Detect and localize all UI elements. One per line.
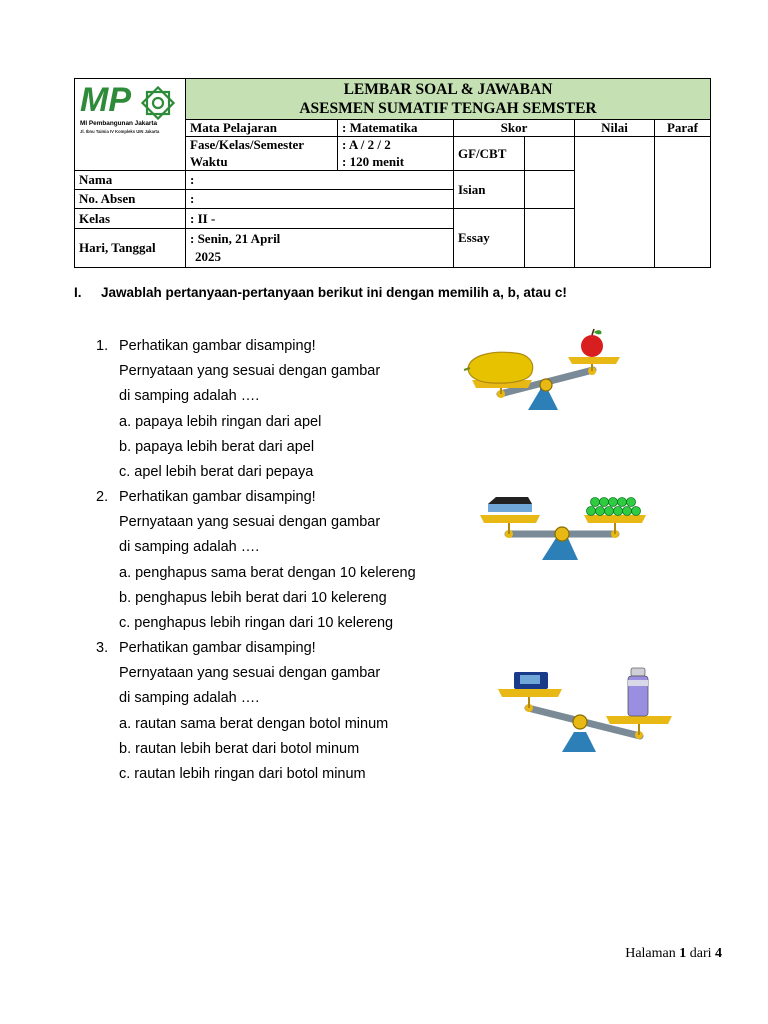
- option-a[interactable]: a. penghapus sama berat dengan 10 kelereng: [119, 564, 416, 581]
- question-line: Pernyataan yang sesuai dengan gambar: [119, 665, 381, 682]
- question-number: 3.: [96, 640, 109, 656]
- option-a[interactable]: a. rautan sama berat dengan botol minum: [119, 715, 389, 732]
- header-table: [74, 78, 711, 268]
- question-1: [96, 334, 380, 485]
- class-label: Kelas: [75, 209, 186, 229]
- sharpener-icon: [514, 672, 548, 689]
- question-number: 1.: [96, 338, 109, 354]
- phase-value: : A / 2 / 2: [338, 137, 454, 154]
- score-cell-isian: [525, 171, 575, 209]
- score-row-essay: Essay: [454, 209, 525, 268]
- option-b[interactable]: b. penghapus lebih berat dari 10 kelereng: [119, 589, 387, 606]
- option-c[interactable]: c. penghapus lebih ringan dari 10 kelereng: [119, 615, 394, 632]
- question-3: [96, 636, 388, 787]
- logo-address: Jl. Ibnu Taimia IV Kompleks UIN Jakarta: [80, 129, 160, 134]
- date-value-line-2: 2025: [195, 249, 221, 264]
- date-label: Hari, Tanggal: [75, 229, 186, 268]
- question-2: [96, 485, 416, 636]
- section-number: I.: [74, 285, 82, 300]
- balance-scale-eraser-marbles-image: [476, 494, 650, 564]
- school-logo-cell: [75, 79, 186, 171]
- question-line: di samping adalah ….: [119, 388, 260, 405]
- class-value: : II -: [186, 209, 454, 229]
- title-line-1: LEMBAR SOAL & JAWABAN: [343, 81, 553, 98]
- score-cell-gfcbt: [525, 137, 575, 171]
- absen-value: :: [186, 190, 454, 209]
- question-line: di samping adalah ….: [119, 539, 260, 556]
- page-prefix: Halaman: [625, 946, 676, 961]
- title-line-2: ASESMEN SUMATIF TENGAH SEMSTER: [299, 100, 597, 117]
- nilai-header: Nilai: [575, 120, 655, 137]
- question-number: 2.: [96, 489, 109, 505]
- paraf-cell: [655, 137, 711, 268]
- papaya-icon: [464, 352, 533, 383]
- balance-scale-papaya-apple-image: [460, 328, 630, 414]
- paraf-header: Paraf: [655, 120, 711, 137]
- question-line: Pernyataan yang sesuai dengan gambar: [119, 363, 381, 380]
- score-cell-essay: [525, 209, 575, 268]
- logo-wordmark: MP: [80, 81, 131, 119]
- phase-label: Fase/Kelas/Semester: [186, 137, 338, 154]
- document-title: [186, 79, 711, 120]
- absen-label: No. Absen: [75, 190, 186, 209]
- section-text: Jawablah pertanyaan-pertanyaan berikut ini dengan memilih a, b, atau c!: [101, 285, 567, 300]
- score-row-isian: Isian: [454, 171, 525, 209]
- name-value: :: [186, 171, 454, 190]
- page-current: 1: [679, 946, 687, 961]
- school-logo-icon: [78, 81, 182, 139]
- eraser-icon: [488, 497, 532, 512]
- time-label: Waktu: [186, 154, 338, 171]
- nilai-cell: [575, 137, 655, 268]
- subject-value: : Matematika: [338, 120, 454, 137]
- water-bottle-icon: [628, 668, 648, 716]
- option-b[interactable]: b. rautan lebih berat dari botol minum: [119, 740, 360, 757]
- score-row-gfcbt: GF/CBT: [454, 137, 525, 171]
- question-prompt: Perhatikan gambar disamping!: [119, 338, 316, 354]
- question-prompt: Perhatikan gambar disamping!: [119, 489, 316, 505]
- marbles-icon: [587, 498, 641, 516]
- section-instruction: [74, 285, 567, 300]
- page-total: 4: [715, 946, 722, 961]
- date-value-line-1: : Senin, 21 April: [190, 231, 281, 246]
- question-line: di samping adalah ….: [119, 690, 260, 707]
- subject-label: Mata Pelajaran: [186, 120, 338, 137]
- option-c[interactable]: c. apel lebih berat dari pepaya: [119, 464, 314, 481]
- option-b[interactable]: b. papaya lebih berat dari apel: [119, 438, 315, 455]
- score-header: Skor: [454, 120, 575, 137]
- option-c[interactable]: c. rautan lebih ringan dari botol minum: [119, 766, 366, 783]
- date-value: [186, 229, 454, 268]
- page-number: [625, 946, 722, 962]
- page-middle: dari: [689, 946, 712, 961]
- option-a[interactable]: a. papaya lebih ringan dari apel: [119, 413, 322, 430]
- balance-scale-sharpener-bottle-image: [494, 664, 674, 754]
- name-label: Nama: [75, 171, 186, 190]
- time-value: : 120 menit: [338, 154, 454, 171]
- logo-school-name: MI Pembangunan Jakarta: [80, 120, 158, 127]
- question-prompt: Perhatikan gambar disamping!: [119, 640, 316, 656]
- apple-icon: [581, 329, 603, 357]
- question-line: Pernyataan yang sesuai dengan gambar: [119, 514, 381, 531]
